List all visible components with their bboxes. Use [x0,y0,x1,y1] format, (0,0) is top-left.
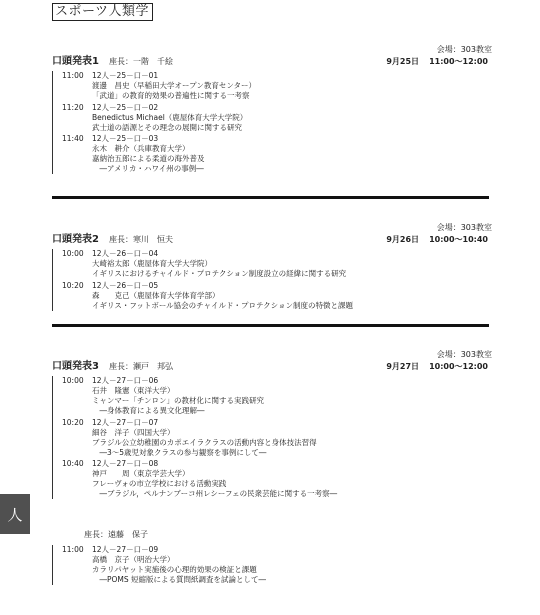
talk-id: 12人－26－口－05 [92,280,159,290]
talk-author: 神戸 周（東京学芸大学） [92,469,190,478]
talk-time: 10:20 [62,280,84,290]
talk-list-2 [52,545,492,585]
talk-time: 10:00 [62,376,84,385]
talk-time: 11:00 [62,71,84,80]
talk-title: イギリスにおけるチャイルド・プロテクション制度設立の経緯に関する研究 [92,269,347,278]
talk-subtitle: ―3〜5歳児対象クラスの参与観察を事例にして― [92,447,267,457]
divider-rule [52,196,489,199]
session-time-range: 10:00〜10:40 [429,235,488,244]
talk-id: 12人－27－口－07 [92,417,159,427]
talk-item [54,103,492,133]
session-1 [52,45,492,176]
session-time-range: 10:00〜12:00 [429,362,488,371]
talk-item [54,545,492,585]
talk-id: 12人－27－口－08 [92,459,159,468]
talk-item [54,249,492,279]
talk-item [54,459,492,499]
talk-id: 12人－25－口－01 [92,71,159,80]
talk-list [52,249,492,311]
session-venue: 会場：303教室 [436,45,492,54]
session-chair: 座長：瀬戸 邦弘 [108,362,173,371]
talk-title: 「武道」の教育的効果の普遍性に関する一考察 [92,91,250,100]
session-date: 9月27日 [386,362,420,371]
session-date: 9月26日 [386,235,420,244]
talk-id: 12人－27－口－09 [92,544,159,554]
talk-item [54,418,492,458]
talk-subtitle: ―身体教育による異文化理解― [92,406,205,415]
session-3 [52,350,492,586]
session-time-range: 11:00〜12:00 [429,57,488,66]
talk-id: 12人－27－口－06 [92,376,159,385]
session-date: 9月25日 [386,57,420,66]
session-venue: 会場：303教室 [436,223,492,232]
talk-time: 10:40 [62,459,84,468]
talk-item [54,281,492,311]
talk-subtitle: ―アメリカ・ハワイ州の事例― [92,164,204,173]
talk-item [54,376,492,416]
talk-id: 12人－25－口－03 [92,134,159,143]
talk-author: 永木 耕介（兵庫教育大学） [92,144,190,153]
page-title: スポーツ人類学 [52,3,153,21]
talk-id: 12人－25－口－02 [92,102,159,112]
divider-rule [52,324,489,327]
talk-author: 石井 隆憲（東洋大学） [92,386,175,395]
talk-author: 大崎裕太郎（鹿屋体育大学大学院） [92,259,212,268]
talk-time: 11:00 [62,544,84,554]
session-title: 口頭発表2 [52,234,99,245]
session-chair-2: 座長：遠藤 保子 [84,529,148,539]
talk-title: イギリス・フットボール協会のチャイルド・プロテクション制度の特徴と課題 [92,300,353,310]
talk-item [54,71,492,101]
session-title: 口頭発表1 [52,56,99,67]
session-title: 口頭発表3 [52,361,99,372]
talk-title: ブラジル公立幼稚園のカポエイラクラスの活動内容と身体技法習得 [92,437,317,447]
session-2 [52,223,492,312]
talk-list [52,71,492,174]
talk-title: 武士道の語源とその理念の展開に関する研究 [92,122,242,132]
talk-author: 渡邊 昌史（早稲田大学オープン教育センター） [92,81,257,90]
talk-item [54,134,492,174]
talk-title: カラリパヤット実施後の心理的効果の検証と課題 [92,564,257,574]
section-side-tab: 人 [0,494,30,534]
talk-author: 高橋 京子（明治大学） [92,554,175,564]
session-chair: 座長：寒川 恒夫 [108,235,173,244]
session-chair: 座長：一階 千絵 [108,57,173,66]
session-venue: 会場：303教室 [436,350,492,359]
talk-title: フレーヴォの市立学校における活動実践 [92,479,227,488]
talk-time: 11:20 [62,102,84,112]
talk-author: 森 克己（鹿屋体育大学体育学部） [92,290,220,300]
talk-id: 12人－26－口－04 [92,249,159,258]
talk-title: 嘉納治五郎による柔道の海外普及 [92,154,205,163]
talk-author: Benedictus Michael（鹿屋体育大学大学院） [92,112,248,122]
talk-time: 10:00 [62,249,84,258]
talk-time: 11:40 [62,134,84,143]
talk-subtitle: ―POMS 短縮版による質問紙調査を試論として― [92,574,267,584]
talk-list [52,376,492,499]
talk-title: ミャンマー「チンロン」の教材化に関する実践研究 [92,396,264,405]
talk-author: 細谷 洋子（四国大学） [92,427,175,437]
talk-time: 10:20 [62,417,84,427]
talk-subtitle: ―ブラジル，ペルナンブーコ州レシーフェの民衆芸能に関する一考察― [92,489,338,498]
